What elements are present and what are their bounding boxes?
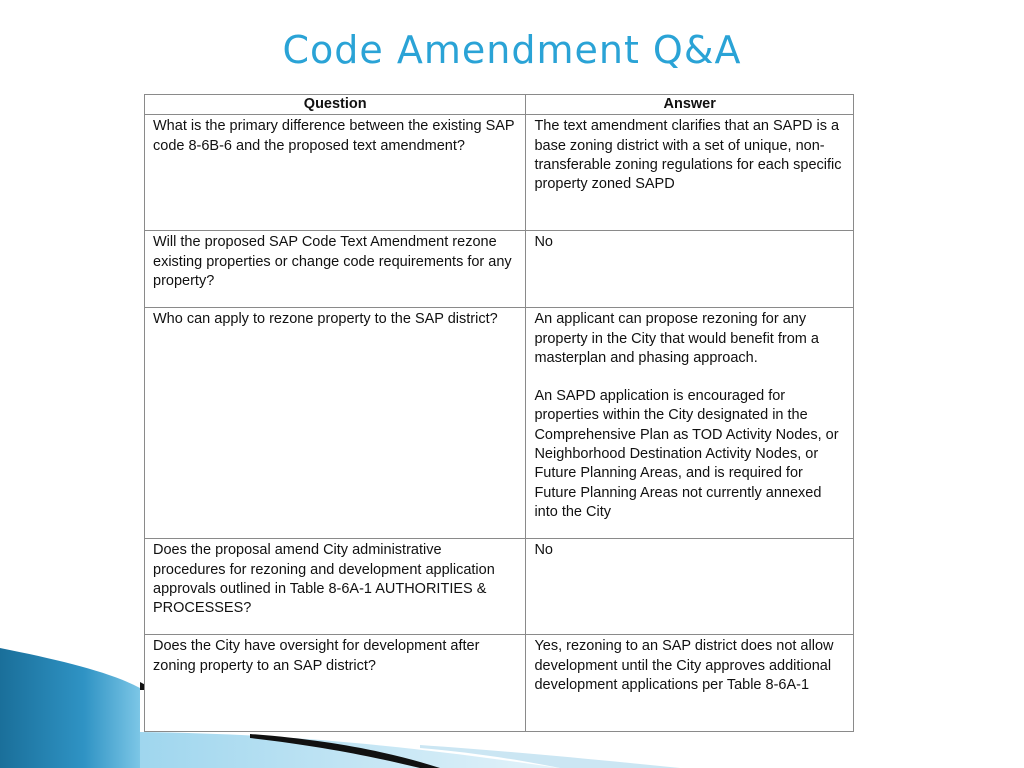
question-column-header: Question [145, 95, 526, 115]
answer-column-header: Answer [526, 95, 854, 115]
question-cell: Does the City have oversight for development after zoning property to an SAP district? [145, 635, 526, 732]
slide-title: Code Amendment Q&A [282, 28, 742, 72]
answer-cell [526, 231, 854, 308]
answer-text: No [534, 234, 553, 251]
answer-text: An SAPD application is encouraged for properties within the City designated in the Comprehensive Plan as TOD Activity Nodes, or Neighborhood Destination Activity Nodes, or Future Planning Areas, and is required for Future Planning Areas not currently annexed into the City [534, 388, 839, 520]
answer-cell [526, 539, 854, 635]
answer-cell [526, 115, 854, 231]
answer-cell [526, 308, 854, 539]
answer-text: The text amendment clarifies that an SAPD is a base zoning district with a set of unique, non-transferable zoning regulations for each specific property zoned SAPD [534, 118, 842, 193]
table-row [145, 231, 854, 308]
answer-cell [526, 635, 854, 732]
question-cell: Will the proposed SAP Code Text Amendment rezone existing properties or change code requirements for any property? [145, 231, 526, 308]
table-row [145, 635, 854, 732]
question-cell: Does the proposal amend City administrative procedures for rezoning and development application approvals outlined in Table 8-6A-1 AUTHORITIES & PROCESSES? [145, 539, 526, 635]
table-row [145, 539, 854, 635]
question-cell: What is the primary difference between the existing SAP code 8-6B-6 and the proposed text amendment? [145, 115, 526, 231]
answer-text: An applicant can propose rezoning for any property in the City that would benefit from a masterplan and phasing approach. [534, 311, 819, 366]
table-header-row [145, 95, 854, 115]
question-cell: Who can apply to rezone property to the SAP district? [145, 308, 526, 539]
answer-text: Yes, rezoning to an SAP district does not allow development until the City approves additional development applications per Table 8-6A-1 [534, 638, 834, 693]
table-row [145, 115, 854, 231]
answer-text: No [534, 542, 553, 559]
qa-table [144, 94, 854, 732]
table-row [145, 308, 854, 539]
